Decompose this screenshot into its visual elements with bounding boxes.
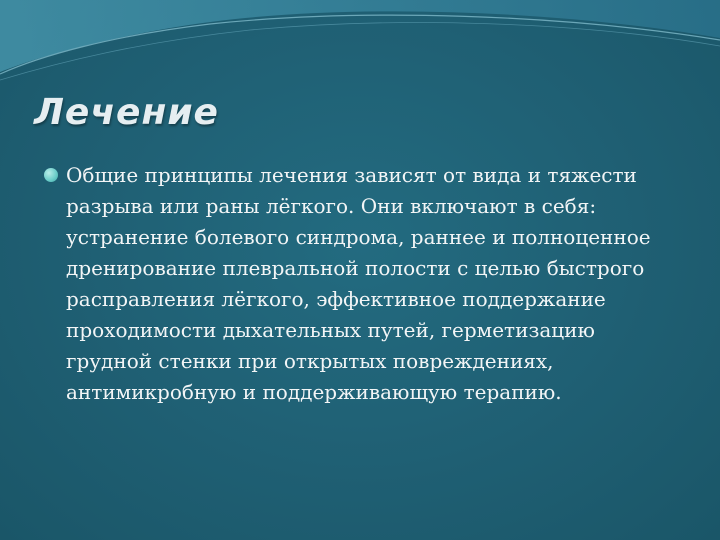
list-item: [44, 160, 674, 408]
bullet-list: [44, 160, 674, 408]
decorative-wave: [0, 0, 720, 90]
slide-title: Лечение: [34, 92, 219, 133]
bullet-dot-icon: [44, 168, 58, 182]
bullet-text: Общие принципы лечения зависят от вида и тяжести разрыва или раны лёгкого. Они включают в себя: устранение болевого синдрома, раннее и полноценное дренирование плевральной полости с целью быстрого расправления лёгкого, эффективное поддержание проходимости дыхательных путей, герметизацию грудной стенки при открытых повреждениях, антимикробную и поддерживающую терапию.: [66, 163, 651, 404]
